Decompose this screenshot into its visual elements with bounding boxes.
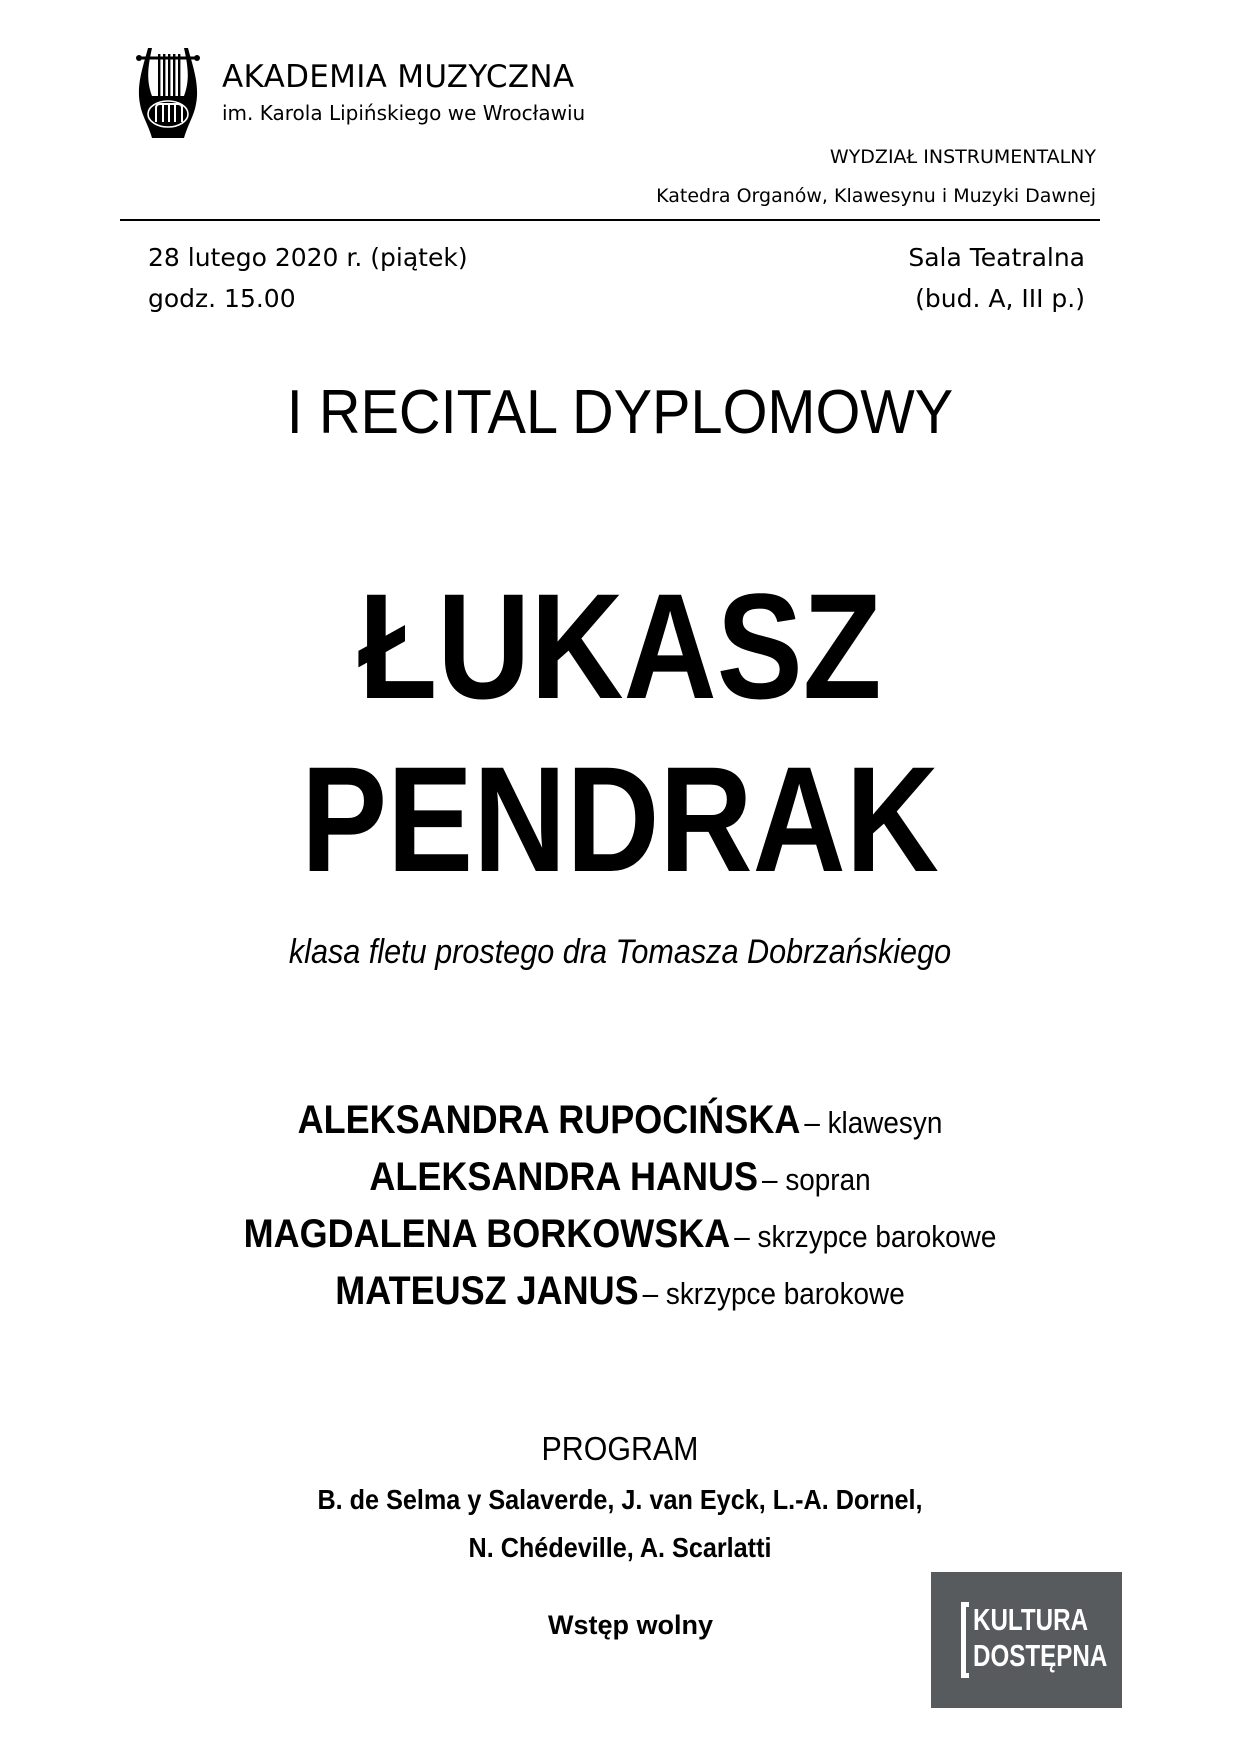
badge-line-1: KULTURA — [973, 1602, 1089, 1637]
performer-row — [62, 1096, 1178, 1153]
performer-row — [62, 1153, 1178, 1210]
performer-role: – skrzypce barokowe — [642, 1276, 905, 1311]
performers-list — [0, 1096, 1240, 1324]
performer-row — [62, 1210, 1178, 1267]
performer-last-name: PENDRAK — [301, 735, 939, 903]
academy-name: AKADEMIA MUZYCZNA — [222, 59, 575, 95]
performer-role: – klawesyn — [804, 1105, 943, 1140]
performer-row — [62, 1267, 1178, 1324]
academy-subtitle: im. Karola Lipińskiego we Wrocławiu — [222, 101, 586, 125]
chair-name: Katedra Organów, Klawesynu i Muzyki Dawnej — [656, 185, 1096, 207]
event-time: godz. 15.00 — [148, 284, 296, 313]
program-title: PROGRAM — [541, 1430, 699, 1467]
bracket-icon — [961, 1602, 969, 1678]
performer-name: MAGDALENA BORKOWSKA — [243, 1212, 731, 1256]
event-venue-detail: (bud. A, III p.) — [915, 284, 1085, 313]
date-time-block — [148, 237, 468, 319]
performer-name: ALEKSANDRA RUPOCIŃSKA — [297, 1098, 801, 1142]
program-line: B. de Selma y Salaverde, J. van Eyck, L.-A. Dornel, — [317, 1484, 923, 1515]
header-divider — [120, 219, 1100, 221]
badge-line-2: DOSTĘPNA — [973, 1638, 1108, 1673]
performer-role: – sopran — [762, 1162, 871, 1197]
kultura-dostepna-logo — [931, 1572, 1122, 1708]
program-line: N. Chédeville, A. Scarlatti — [468, 1532, 772, 1563]
kultura-dostepna-text — [973, 1602, 1107, 1674]
program-composers — [62, 1476, 1178, 1572]
event-venue: Sala Teatralna — [908, 243, 1085, 272]
event-date: 28 lutego 2020 r. (piątek) — [148, 243, 468, 272]
performer-first-name: ŁUKASZ — [358, 562, 882, 730]
performer-name: MATEUSZ JANUS — [335, 1269, 639, 1313]
free-entry-note: Wstęp wolny — [548, 1610, 714, 1640]
class-line: klasa fletu prostego dra Tomasza Dobrzańskiego — [288, 933, 952, 971]
performer-name: ALEKSANDRA HANUS — [369, 1155, 759, 1199]
recital-title: I RECITAL DYPLOMOWY — [286, 378, 954, 447]
department-name: WYDZIAŁ INSTRUMENTALNY — [829, 146, 1096, 168]
lyre-icon — [134, 44, 202, 142]
performer-role: – skrzypce barokowe — [734, 1219, 997, 1254]
venue-block — [908, 237, 1085, 319]
